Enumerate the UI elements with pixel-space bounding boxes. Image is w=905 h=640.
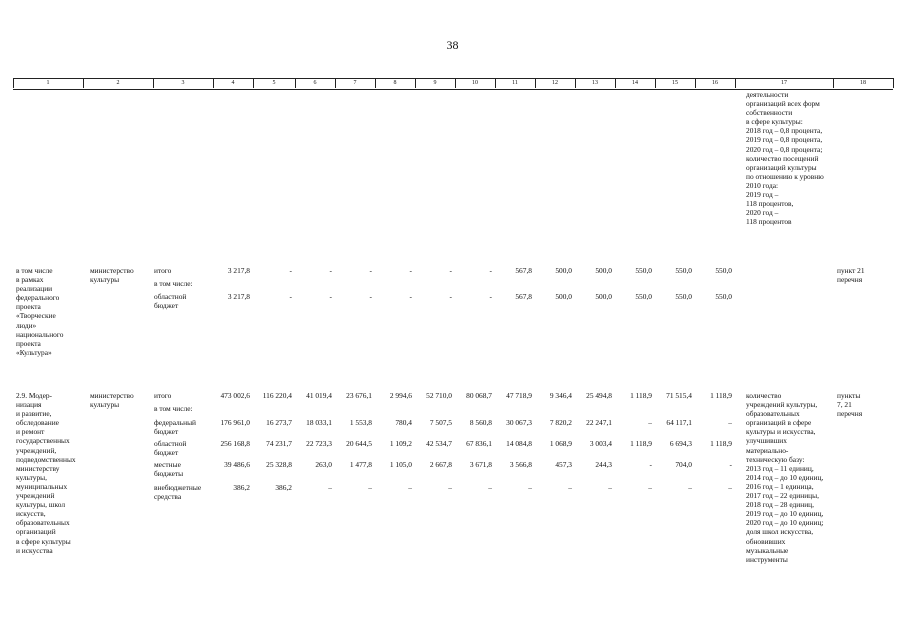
amount-cell: 500,0	[595, 292, 612, 301]
amount-cell: 500,0	[595, 266, 612, 275]
column-number: 11	[512, 80, 518, 86]
column-number: 1	[46, 80, 50, 86]
amount-cell: –	[368, 483, 372, 492]
column-number: 17	[781, 80, 787, 86]
amount-cell: -	[329, 292, 332, 301]
amount-cell: 386,2	[275, 483, 292, 492]
amount-cell: -	[289, 292, 292, 301]
column-number: 2	[116, 80, 120, 86]
amount-cell: 7 820,2	[549, 418, 572, 427]
amount-cell: 30 067,3	[506, 418, 532, 427]
amount-cell: 25 494,8	[586, 391, 612, 400]
column-number: 18	[860, 80, 866, 86]
column-number: 5	[272, 80, 276, 86]
amount-cell: 263,0	[315, 460, 332, 469]
amount-cell: 18 033,1	[306, 418, 332, 427]
column-number: 6	[313, 80, 317, 86]
amount-cell: 6 694,3	[669, 439, 692, 448]
amount-cell: 22 723,3	[306, 439, 332, 448]
amount-cell: –	[408, 483, 412, 492]
amount-cell: -	[369, 266, 372, 275]
amount-cell: 550,0	[635, 292, 652, 301]
column-number: 8	[393, 80, 397, 86]
column-number: 16	[712, 80, 718, 86]
amount-cell: 42 534,7	[426, 439, 452, 448]
amount-cell: 2 994,6	[389, 391, 412, 400]
amount-cell: -	[649, 460, 652, 469]
amount-cell: 500,0	[555, 266, 572, 275]
amount-cell: –	[568, 483, 572, 492]
column-number: 13	[592, 80, 598, 86]
column-number: 4	[231, 80, 235, 86]
amount-cell: –	[648, 418, 652, 427]
amount-cell: 3 217,8	[227, 266, 250, 275]
column-number: 15	[672, 80, 678, 86]
amount-cell: -	[449, 266, 452, 275]
amount-cell: 2 667,8	[429, 460, 452, 469]
amount-cell: 25 328,8	[266, 460, 292, 469]
amount-cell: –	[608, 483, 612, 492]
amount-cell: 550,0	[715, 266, 732, 275]
amount-cell: 1 105,0	[389, 460, 412, 469]
amount-cell: 74 231,7	[266, 439, 292, 448]
amount-cell: 16 273,7	[266, 418, 292, 427]
amount-cell: 550,0	[675, 266, 692, 275]
column-number: 3	[181, 80, 185, 86]
amount-cell: -	[289, 266, 292, 275]
amount-cell: 3 217,8	[227, 292, 250, 301]
amount-cell: 71 515,4	[666, 391, 692, 400]
amount-cell: -	[489, 266, 492, 275]
amount-cell: –	[688, 483, 692, 492]
row1-source-itogo: итого	[154, 266, 172, 275]
amount-cell: -	[489, 292, 492, 301]
row1-executor: министерство культуры	[90, 266, 134, 285]
amount-cell: 67 836,1	[466, 439, 492, 448]
amount-cell: 1 109,2	[389, 439, 412, 448]
amount-cell: –	[328, 483, 332, 492]
amount-cell: 500,0	[555, 292, 572, 301]
amount-cell: -	[409, 266, 412, 275]
amount-cell: 550,0	[635, 266, 652, 275]
row2-source-federal: федеральный бюджет	[154, 418, 196, 437]
amount-cell: 39 486,6	[224, 460, 250, 469]
amount-cell: –	[728, 483, 732, 492]
amount-cell: 1 118,9	[630, 439, 652, 448]
row1-title: в том числе в рамках реализации федерального проекта «Творческие люди» национального проекта «Культура»	[16, 266, 64, 357]
amount-cell: -	[329, 266, 332, 275]
row2-source-extrabudget: внебюджетные средства	[154, 483, 202, 502]
amount-cell: 52 710,0	[426, 391, 452, 400]
column-number: 14	[632, 80, 638, 86]
amount-cell: 1 553,8	[349, 418, 372, 427]
amount-cell: 176 961,0	[220, 418, 250, 427]
amount-cell: –	[448, 483, 452, 492]
amount-cell: 47 718,9	[506, 391, 532, 400]
amount-cell: -	[409, 292, 412, 301]
amount-cell: -	[449, 292, 452, 301]
column-number: 12	[552, 80, 558, 86]
amount-cell: 20 644,5	[346, 439, 372, 448]
amount-cell: 64 117,1	[666, 418, 692, 427]
row2-indicator: количество учреждений культуры, образовательных организаций в сфере культуры и искусства, улучшивших материально- техническую базу: 2013 год – 11 единиц, 2014 год – до 10 единиц, 2016 год – 1 единица, 2017 год – 22 единицы, 2018 год – 28 единиц, 2019 год – до 10 единиц, 2020 год – до 10 единиц; доля школ искусства, обновивших музыкальные инструменты	[746, 391, 824, 564]
amount-cell: 23 676,1	[346, 391, 372, 400]
amount-cell: -	[729, 460, 732, 469]
amount-cell: 41 019,4	[306, 391, 332, 400]
column-number: 9	[433, 80, 437, 86]
amount-cell: 1 118,9	[710, 439, 732, 448]
page-number: 38	[446, 38, 459, 52]
amount-cell: 457,3	[555, 460, 572, 469]
row2-source-local: местные бюджеты	[154, 460, 184, 479]
amount-cell: –	[528, 483, 532, 492]
amount-cell: –	[488, 483, 492, 492]
amount-cell: –	[728, 418, 732, 427]
amount-cell: 1 068,9	[549, 439, 572, 448]
amount-cell: 550,0	[675, 292, 692, 301]
amount-cell: -	[369, 292, 372, 301]
amount-cell: 567,8	[515, 292, 532, 301]
continuation-indicator-text: деятельности организаций всех форм собственности в сфере культуры: 2018 год – 0,8 процента, 2019 год – 0,8 процента, 2020 год – 0,8 процента; количество посещений организаций культуры по отношению к уровню 2010 года: 2019 год – 118 процентов, 2020 год – 118 процентов	[746, 90, 824, 227]
amount-cell: 550,0	[715, 292, 732, 301]
column-number: 10	[472, 80, 478, 86]
amount-cell: 9 346,4	[549, 391, 572, 400]
amount-cell: 14 084,8	[506, 439, 532, 448]
amount-cell: 780,4	[395, 418, 412, 427]
amount-cell: 80 068,7	[466, 391, 492, 400]
amount-cell: 1 118,9	[630, 391, 652, 400]
amount-cell: 3 003,4	[589, 439, 612, 448]
amount-cell: 473 002,6	[220, 391, 250, 400]
row1-source-oblast: областной бюджет	[154, 292, 187, 311]
amount-cell: 22 247,1	[586, 418, 612, 427]
amount-cell: 256 168,8	[220, 439, 250, 448]
column-number: 7	[353, 80, 357, 86]
amount-cell: 567,8	[515, 266, 532, 275]
row2-source-itogo: итого	[154, 391, 172, 400]
amount-cell: 704,0	[675, 460, 692, 469]
amount-cell: –	[648, 483, 652, 492]
row2-source-oblast: областной бюджет	[154, 439, 187, 458]
row2-reference: пункты 7, 21 перечня	[837, 391, 863, 419]
row1-reference: пункт 21 перечня	[837, 266, 865, 285]
program-table	[13, 78, 893, 633]
column-divider	[893, 78, 894, 88]
amount-cell: 1 477,8	[349, 460, 372, 469]
amount-cell: 3 671,8	[469, 460, 492, 469]
row2-executor: министерство культуры	[90, 391, 134, 410]
amount-cell: 116 220,4	[262, 391, 292, 400]
amount-cell: 8 560,8	[469, 418, 492, 427]
amount-cell: 1 118,9	[710, 391, 732, 400]
row2-title: 2.9. Модер- низация и развитие, обследование и ремонт государственных учреждений, подведомственных министерству культуры, муниципальных учреждений культуры, школ искусств, образовательных организаций в сфере культуры и искусства	[16, 391, 76, 555]
amount-cell: 244,3	[595, 460, 612, 469]
amount-cell: 386,2	[233, 483, 250, 492]
amount-cell: 7 507,5	[429, 418, 452, 427]
row1-source-label: в том числе:	[154, 279, 193, 288]
row2-source-label: в том числе:	[154, 404, 193, 413]
amount-cell: 3 566,8	[509, 460, 532, 469]
